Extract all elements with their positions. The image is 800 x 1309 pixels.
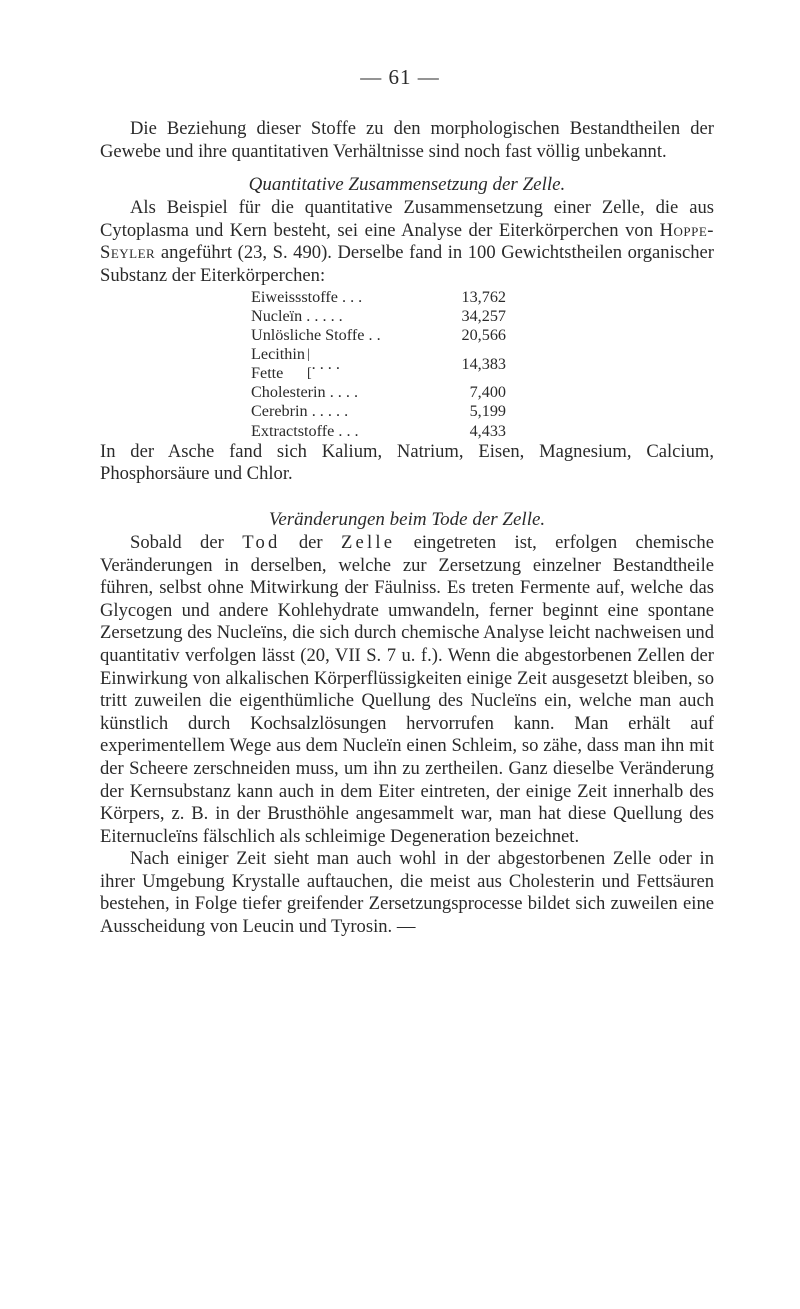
analysis-text-end: angeführt (23, S. 490). Derselbe fand in 100 Gewichtstheilen organischer Substanz der Eiterkörperchen:: [100, 242, 715, 286]
row-value: 4,433: [469, 421, 506, 440]
brace-icon: | [: [306, 347, 312, 382]
row-label: Cholesterin: [251, 383, 326, 402]
row-value: 5,199: [469, 402, 506, 421]
section-heading-death: Veränderungen beim Tode der Zelle.: [268, 508, 546, 530]
intro-paragraph: Die Beziehung dieser Stoffe zu den morphologischen Bestandtheilen der Gewebe und ihre quantitativen Verhältnisse sind noch fast völlig unbekannt.: [100, 118, 714, 162]
row-label: Nucleïn: [251, 306, 303, 325]
row-leader: . . . . .: [307, 402, 349, 421]
emphasis-tod: Tod: [242, 531, 281, 553]
author-name: Hoppe-Seyler: [100, 219, 714, 264]
text-run: Sobald der: [130, 531, 224, 553]
crystals-paragraph: Nach einiger Zeit sieht man auch wohl in der abgestorbenen Zelle oder in ihrer Umgebung Krystalle auftauchen, die meist aus Cholesterin und Fettsäuren bestehen, in Folge tiefer greifender Zersetzungsprocesse bildet sich zuweilen eine Ausscheidung von Leucin und Tyrosin. —: [100, 848, 714, 938]
table-row: [251, 345, 506, 383]
row-leader: . .: [364, 325, 381, 344]
death-paragraph: [100, 532, 714, 848]
row-value: 14,383: [461, 354, 506, 373]
row-value: 7,400: [469, 383, 506, 402]
table-row: [251, 383, 506, 402]
row-label: Unlösliche Stoffe: [251, 325, 365, 344]
page-number: — 61 —: [360, 65, 440, 89]
table-row: [251, 288, 506, 307]
analysis-text-start: Als Beispiel für die quantitative Zusammensetzung einer Zelle, die aus Cytoplasma und Kern besteht, sei eine Analyse der Eiterkörperchen von: [100, 197, 714, 241]
row-label: Cerebrin: [251, 402, 308, 421]
composition-table: [251, 288, 506, 441]
row-value: 20,566: [461, 325, 506, 344]
row-label: Eiweissstoffe: [251, 287, 338, 306]
row-label: Extractstoffe: [251, 421, 335, 440]
row-value: 13,762: [461, 287, 506, 306]
row-leader: . . . .: [311, 354, 340, 373]
ash-paragraph: In der Asche fand sich Kalium, Natrium, Eisen, Magnesium, Calcium, Phosphorsäure und Chlor.: [100, 440, 714, 485]
row-leader: . . .: [337, 287, 363, 306]
row-leader: . . . .: [325, 383, 359, 402]
grouped-labels: [251, 345, 305, 383]
text-run: eingetreten ist, erfolgen chemische Veränderungen in derselben, welche zur Zersetzung einzelner Bestandtheile führen, selbst ohne Mitwirkung der Fäulniss. Es treten Fermente auf, welche das Glycogen und andere Kohlehydrate umwandeln, ferner beginnt eine spontane Zersetzung des Nucleïns, die sich durch chemische Analyse leicht nachweisen und quantitativ verfolgen lässt (20, VII S. 7 u. f.). Wenn die abgestorbenen Zellen der Einwirkung von alkalischen Körperflüssigkeiten einige Zeit ausgesetzt bleiben, so tritt zuweilen die eigenthümliche Quellung des Nucleïns ein, welche man auch künstlich durch Kochsalzlösungen hervorrufen kann. Man erhält auf experimentellem Wege aus dem Nucleïn einen Schleim, so zähe, dass man ihn mit der Scheere zerschneiden muss, um ihn zu zertheilen. Ganz dieselbe Veränderung der Kernsubstanz kann auch in dem Eiter eintreten, der einige Zeit innerhalb des Körpers, z. B. in der Brusthöhle angesammelt war, man hat diese Quellung des Eiternucleïns fälschlich als schleimige Degeneration bezeichnet.: [100, 531, 714, 847]
table-row: [251, 307, 506, 326]
section-heading-quantitative: Quantitative Zusammensetzung der Zelle.: [248, 174, 566, 196]
row-label: Fette: [251, 364, 284, 383]
row-leader: . . .: [334, 421, 359, 440]
row-label: Lecithin: [251, 345, 305, 364]
text-run: der: [298, 531, 323, 553]
analysis-paragraph: [100, 197, 714, 287]
page-text: [100, 118, 714, 939]
row-leader: . . . . .: [302, 306, 343, 325]
row-value: 34,257: [461, 306, 506, 325]
emphasis-zelle: Zelle: [340, 531, 396, 553]
table-row: [251, 422, 506, 441]
table-row: [251, 326, 506, 345]
table-row: [251, 402, 506, 421]
